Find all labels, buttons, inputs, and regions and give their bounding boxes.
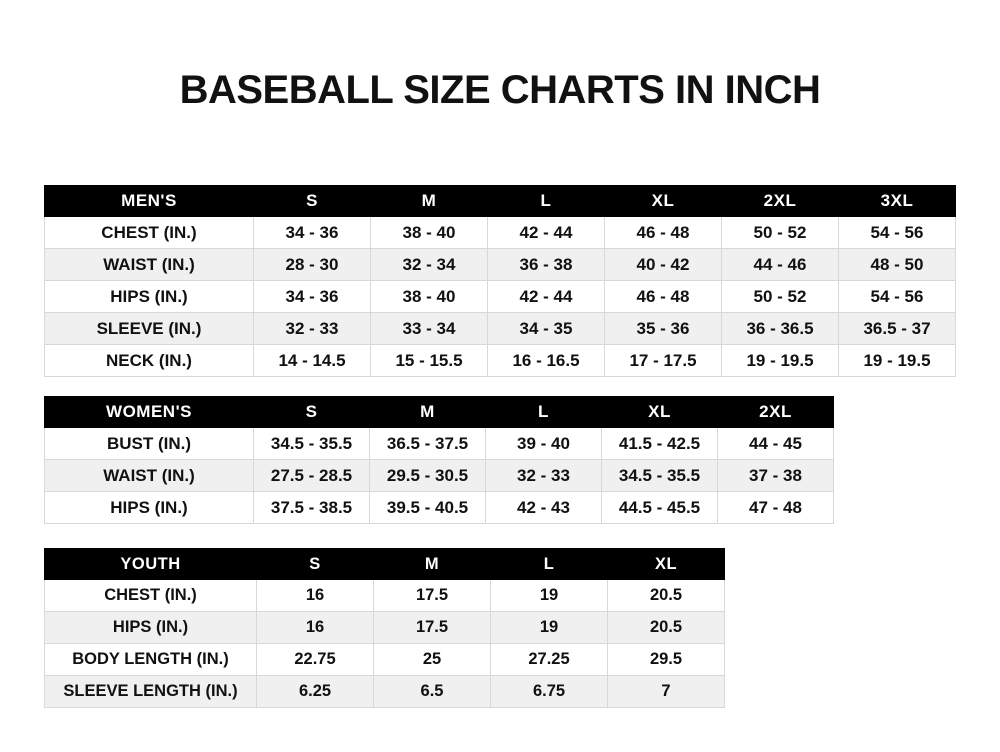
- table-cell: 25: [374, 644, 491, 676]
- row-label: CHEST (IN.): [45, 217, 254, 249]
- table-header-row: [45, 397, 834, 428]
- row-label: CHEST (IN.): [45, 580, 257, 612]
- table-cell: 38 - 40: [371, 217, 488, 249]
- table-cell: 34 - 36: [254, 217, 371, 249]
- table-cell: 17.5: [374, 612, 491, 644]
- row-label: WAIST (IN.): [45, 460, 254, 492]
- table-cell: 6.75: [491, 676, 608, 708]
- table-cell: 46 - 48: [605, 217, 722, 249]
- column-header: XL: [608, 549, 725, 580]
- column-header: S: [254, 397, 370, 428]
- table-cell: 47 - 48: [718, 492, 834, 524]
- column-header: MEN'S: [45, 186, 254, 217]
- table-cell: 39.5 - 40.5: [370, 492, 486, 524]
- table-cell: 28 - 30: [254, 249, 371, 281]
- column-header: L: [488, 186, 605, 217]
- table-cell: 17.5: [374, 580, 491, 612]
- table-cell: 42 - 44: [488, 281, 605, 313]
- table-cell: 34 - 35: [488, 313, 605, 345]
- row-label: SLEEVE LENGTH (IN.): [45, 676, 257, 708]
- column-header: L: [491, 549, 608, 580]
- table-cell: 32 - 34: [371, 249, 488, 281]
- table-cell: 6.25: [257, 676, 374, 708]
- table-header-row: [45, 549, 725, 580]
- mens-size-table: [44, 185, 956, 377]
- row-label: NECK (IN.): [45, 345, 254, 377]
- column-header: XL: [605, 186, 722, 217]
- table-row: [45, 644, 725, 676]
- table-cell: 34.5 - 35.5: [602, 460, 718, 492]
- table-cell: 19: [491, 580, 608, 612]
- column-header: L: [486, 397, 602, 428]
- table-cell: 48 - 50: [839, 249, 956, 281]
- table-cell: 19 - 19.5: [839, 345, 956, 377]
- column-header: M: [374, 549, 491, 580]
- table-cell: 44 - 46: [722, 249, 839, 281]
- column-header: 2XL: [718, 397, 834, 428]
- table-cell: 16 - 16.5: [488, 345, 605, 377]
- table-cell: 33 - 34: [371, 313, 488, 345]
- table-cell: 42 - 43: [486, 492, 602, 524]
- womens-size-table: [44, 396, 834, 524]
- table-row: [45, 460, 834, 492]
- table-cell: 38 - 40: [371, 281, 488, 313]
- column-header: WOMEN'S: [45, 397, 254, 428]
- table-cell: 36.5 - 37.5: [370, 428, 486, 460]
- table-cell: 17 - 17.5: [605, 345, 722, 377]
- table-cell: 34.5 - 35.5: [254, 428, 370, 460]
- table-cell: 34 - 36: [254, 281, 371, 313]
- row-label: BUST (IN.): [45, 428, 254, 460]
- table-cell: 16: [257, 580, 374, 612]
- table-row: [45, 676, 725, 708]
- table-cell: 37 - 38: [718, 460, 834, 492]
- column-header: S: [254, 186, 371, 217]
- column-header: 3XL: [839, 186, 956, 217]
- table-cell: 44.5 - 45.5: [602, 492, 718, 524]
- table-cell: 41.5 - 42.5: [602, 428, 718, 460]
- table-cell: 36.5 - 37: [839, 313, 956, 345]
- column-header: M: [370, 397, 486, 428]
- table-cell: 6.5: [374, 676, 491, 708]
- table-cell: 44 - 45: [718, 428, 834, 460]
- table-cell: 37.5 - 38.5: [254, 492, 370, 524]
- page-title: BASEBALL SIZE CHARTS IN INCH: [179, 68, 821, 112]
- table-cell: 32 - 33: [486, 460, 602, 492]
- table-cell: 54 - 56: [839, 217, 956, 249]
- table-cell: 29.5 - 30.5: [370, 460, 486, 492]
- column-header: YOUTH: [45, 549, 257, 580]
- column-header: S: [257, 549, 374, 580]
- table-cell: 50 - 52: [722, 217, 839, 249]
- column-header: XL: [602, 397, 718, 428]
- table-cell: 22.75: [257, 644, 374, 676]
- table-cell: 7: [608, 676, 725, 708]
- table-cell: 27.5 - 28.5: [254, 460, 370, 492]
- table-header-row: [45, 186, 956, 217]
- table-cell: 46 - 48: [605, 281, 722, 313]
- youth-size-table: [44, 548, 725, 708]
- table-cell: 36 - 38: [488, 249, 605, 281]
- table-cell: 20.5: [608, 612, 725, 644]
- table-row: [45, 612, 725, 644]
- table-cell: 19: [491, 612, 608, 644]
- table-row: [45, 580, 725, 612]
- column-header: M: [371, 186, 488, 217]
- table-row: [45, 217, 956, 249]
- table-cell: 27.25: [491, 644, 608, 676]
- table-cell: 42 - 44: [488, 217, 605, 249]
- table-row: [45, 281, 956, 313]
- table-cell: 40 - 42: [605, 249, 722, 281]
- table-cell: 39 - 40: [486, 428, 602, 460]
- table-cell: 19 - 19.5: [722, 345, 839, 377]
- table-cell: 54 - 56: [839, 281, 956, 313]
- table-cell: 29.5: [608, 644, 725, 676]
- table-cell: 36 - 36.5: [722, 313, 839, 345]
- table-row: [45, 428, 834, 460]
- table-cell: 15 - 15.5: [371, 345, 488, 377]
- table-cell: 14 - 14.5: [254, 345, 371, 377]
- table-row: [45, 492, 834, 524]
- table-cell: 50 - 52: [722, 281, 839, 313]
- table-row: [45, 249, 956, 281]
- row-label: HIPS (IN.): [45, 612, 257, 644]
- table-cell: 16: [257, 612, 374, 644]
- row-label: SLEEVE (IN.): [45, 313, 254, 345]
- table-cell: 20.5: [608, 580, 725, 612]
- column-header: 2XL: [722, 186, 839, 217]
- row-label: BODY LENGTH (IN.): [45, 644, 257, 676]
- table-row: [45, 313, 956, 345]
- row-label: HIPS (IN.): [45, 492, 254, 524]
- row-label: HIPS (IN.): [45, 281, 254, 313]
- table-row: [45, 345, 956, 377]
- row-label: WAIST (IN.): [45, 249, 254, 281]
- table-cell: 32 - 33: [254, 313, 371, 345]
- table-cell: 35 - 36: [605, 313, 722, 345]
